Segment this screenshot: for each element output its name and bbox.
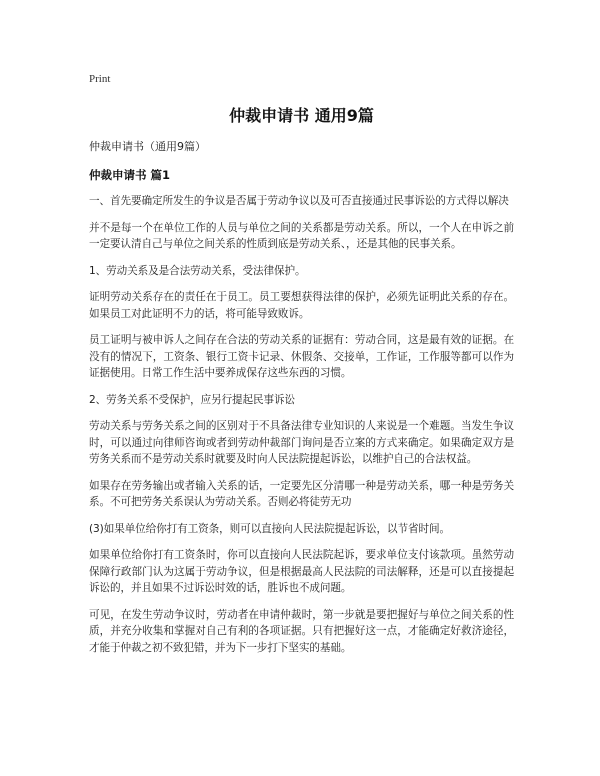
paragraph-11: 可见，在发生劳动争议时，劳动者在申请仲裁时，第一步就是要把握好与单位之间关系的性质，并充分收集和掌握对自己有利的各项证据。只有把握好这一点，才能确定好救济途径，才能于仲裁之初不致犯错，并为下一步打下坚实的基础。 [89,608,514,654]
document-subtitle: 仲裁申请书（通用9篇） [89,140,206,153]
document-title: 仲裁申请书 通用9篇 [229,106,374,125]
paragraph-7: 劳动关系与劳务关系之间的区别对于不具备法律专业知识的人来说是一个难题。当发生争议时，可以通过向律师咨询或者到劳动仲裁部门询问是否立案的方式来确定。如果确定双方是劳务关系而不是劳动关系时就要及时向人民法院提起诉讼，以维护自己的合法权益。 [89,420,514,465]
paragraph-1: 一、首先要确定所发生的争议是否属于劳动争议以及可否直接通过民事诉讼的方式得以解决 [89,195,509,207]
paragraph-10: 如果单位给你打有工资条时，你可以直接向人民法院起诉，要求单位支付该款项。虽然劳动保障行政部门认为这属于劳动争议，但是根据最高人民法院的司法解释，还是可以直接提起诉讼的，并且如果不过诉讼时效的话，胜诉也不成问题。 [89,549,514,594]
paragraph-3: 1、劳动关系及是合法劳动关系，受法律保护。 [89,264,306,277]
paragraph-9: (3)如果单位给你打有工资条，则可以直接向人民法院提起诉讼，以节省时间。 [89,522,450,535]
paragraph-2: 并不是每一个在单位工作的人员与单位之间的关系都是劳动关系。所以，一个人在申诉之前一定要认清自己与单位之间关系的性质到底是劳动关系、，还是其他的民事关系。 [89,221,514,250]
section-heading: 仲裁申请书 篇1 [89,168,171,182]
paragraph-6: 2、劳务关系不受保护，应另行提起民事诉讼 [89,393,296,406]
paragraph-8: 如果存在劳务输出或者输入关系的话，一定要先区分清哪一种是劳动关系，哪一种是劳务关系。不可把劳务关系误认为劳动关系。否则必将徒劳无功 [89,479,514,508]
print-label: Print [89,73,111,85]
paragraph-4: 证明劳动关系存在的责任在于员工。员工要想获得法律的保护，必须先证明此关系的存在。如果员工对此证明不力的话，将可能导致败诉。 [89,291,514,320]
paragraph-5: 员工证明与被申诉人之间存在合法的劳动关系的证据有：劳动合同，这是最有效的证据。在没有的情况下，工资条、银行工资卡记录、休假条、交接单，工作证，工作服等都可以作为证据使用。日常工作生活中要养成保存这些东西的习惯。 [89,334,514,379]
